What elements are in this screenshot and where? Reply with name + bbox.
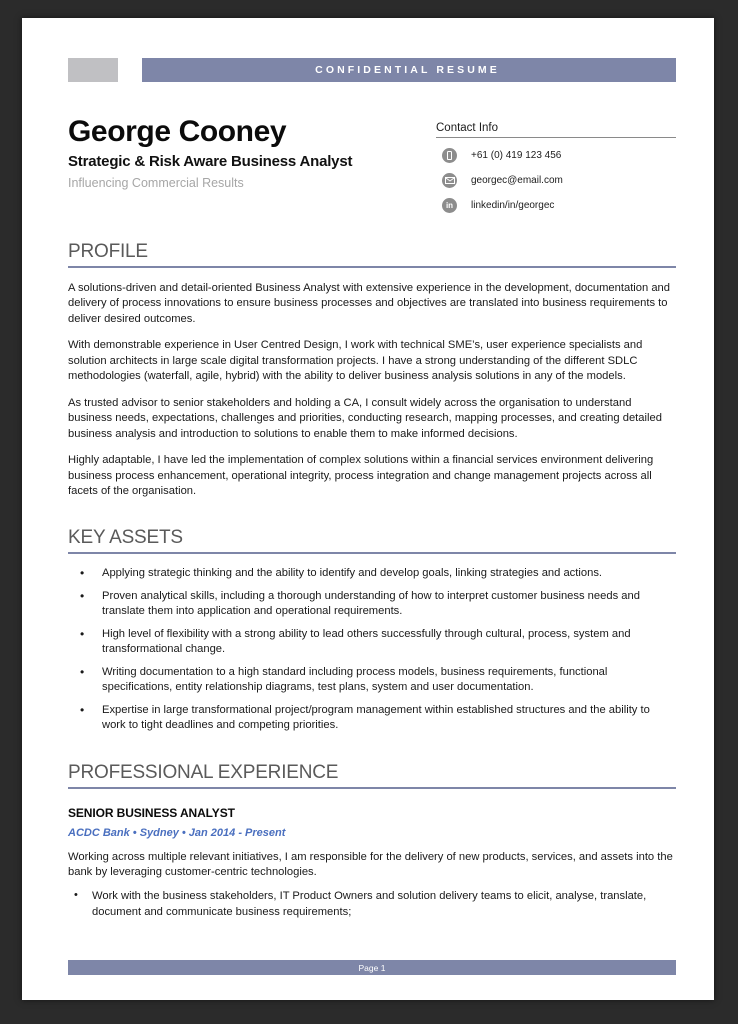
list-item: • Applying strategic thinking and the ability to identify and develop goals, linking strategies and actions. <box>68 566 676 581</box>
profile-paragraph: A solutions-driven and detail-oriented Business Analyst with extensive experience in the development, documentation and delivery of process innovations to ensure business processes and objectives are translated into business requirements to deliver desired outcomes. <box>68 282 671 325</box>
section-title-key-assets: KEY ASSETS <box>68 527 183 549</box>
resume-content <box>68 58 676 927</box>
section-professional-experience <box>68 762 676 921</box>
profile-paragraph: With demonstrable experience in User Centred Design, I work with technical SME’s, user experience specialists and solution architects in large scale digital transformation projects. I have a strong understanding of the different SDLC methodologies (waterfall, agile, hybrid) with the ability to deliver business analysis solutions in any of the models. <box>68 339 643 383</box>
contact-block <box>436 116 676 213</box>
list-item: • High level of flexibility with a strong ability to lead others successfully through cultural, process, system and transformational change. <box>68 627 676 658</box>
list-item: • Proven analytical skills, including a thorough understanding of how to interpret customer business needs and translate them into application and operational requirements. <box>68 589 676 620</box>
contact-phone-value: +61 (0) 419 123 456 <box>471 150 562 161</box>
contact-linkedin-value: linkedin/in/georgec <box>471 200 555 211</box>
contact-item-phone <box>436 148 676 163</box>
list-item: • Work with the business stakeholders, IT Product Owners and solution delivery teams to elicit, analyse, translate, document and communicate business requirements; <box>68 889 676 920</box>
email-icon <box>442 173 457 188</box>
contact-item-email <box>436 173 676 188</box>
candidate-subtagline: Influencing Commercial Results <box>68 176 244 191</box>
linkedin-icon: in <box>442 198 457 213</box>
contact-item-linkedin <box>436 198 676 213</box>
identity-block <box>68 116 436 213</box>
list-item: • Expertise in large transformational project/program management within established structures and the ability to work to tight deadlines and competing priorities. <box>68 703 676 734</box>
job-summary: Working across multiple relevant initiatives, I am responsible for the delivery of new products, services, and assets into the bank by leveraging customer-centric technologies. <box>68 850 673 878</box>
section-rule-key-assets <box>68 552 676 554</box>
job-meta: ACDC Bank • Sydney • Jan 2014 - Present <box>68 826 286 839</box>
section-title-experience: PROFESSIONAL EXPERIENCE <box>68 761 339 783</box>
section-rule-experience <box>68 787 676 789</box>
job-bullets-list <box>68 889 676 920</box>
candidate-name: George Cooney <box>68 115 287 148</box>
header-spacer <box>118 58 142 82</box>
phone-icon <box>442 148 457 163</box>
header-banner-row <box>68 58 676 82</box>
list-item: • Writing documentation to a high standard including process models, business requirements, functional specifications, entity relationship diagrams, test plans, system and user documentation. <box>68 665 676 696</box>
page-number-label: Page 1 <box>358 962 386 973</box>
job-title: SENIOR BUSINESS ANALYST <box>68 805 235 820</box>
page-footer <box>68 960 676 975</box>
candidate-tagline: Strategic & Risk Aware Business Analyst <box>68 153 353 171</box>
section-rule-profile <box>68 266 676 268</box>
contact-email-value: georgec@email.com <box>471 175 563 186</box>
section-profile <box>68 241 676 499</box>
identity-contact-row <box>68 116 676 213</box>
contact-title: Contact Info <box>436 122 676 138</box>
section-key-assets <box>68 527 676 733</box>
section-title-profile: PROFILE <box>68 241 148 262</box>
profile-paragraph: Highly adaptable, I have led the implementation of complex solutions within a financial services environment delivering business process enhancement, operational integrity, process integration and change management projects across all facets of the organisation. <box>68 454 654 497</box>
profile-paragraph: As trusted advisor to senior stakeholders and holding a CA, I consult widely across the organisation to understand business needs, expectations, challenges and priorities, conducting research, mapping processes, and creating detailed business analysis and introduction to solutions to enable them to make informed decisions. <box>68 396 662 440</box>
experience-role <box>68 806 676 921</box>
key-assets-list <box>68 566 676 733</box>
resume-page <box>22 18 714 1000</box>
header-gray-block <box>68 58 118 82</box>
confidential-banner: CONFIDENTIAL RESUME <box>142 58 676 82</box>
